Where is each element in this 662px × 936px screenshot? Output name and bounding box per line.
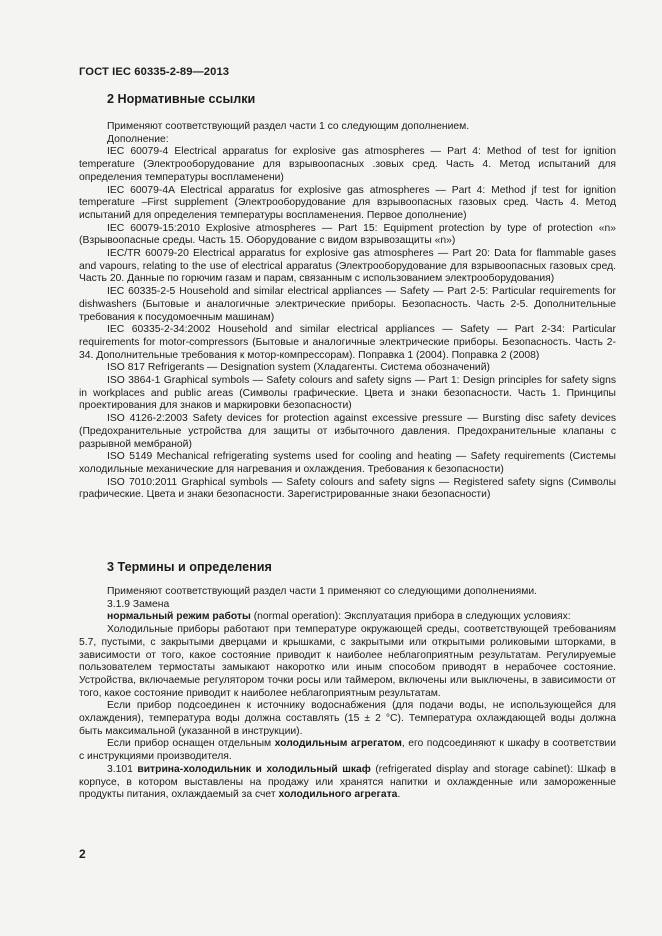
paragraph: Применяют соответствующий раздел части 1 применяют со следующими дополнениями. <box>107 586 538 597</box>
paragraph <box>79 738 616 763</box>
reference-item: IEC 60335-2-34:2002 Household and similar electrical appliances — Safety — Part 2-34: Particular requirements for motor-compressors (Бытовые и аналогичные электрические приборы. Безопасность. Часть 2-34. Дополнительные требования к мотор-компрессорам). Поправка 1 (2004). Поправка 2 (2008) <box>79 324 616 361</box>
clause-number: 3.101 <box>107 763 138 775</box>
clause-number: 3.1.9 Замена <box>107 598 170 610</box>
reference-item: ISO 817 Refrigerants — Designation system (Хладагенты. Система обозначений) <box>107 362 490 374</box>
section-3-title: 3 Термины и определения <box>107 560 272 574</box>
defined-term: нормальный режим работы <box>107 611 251 623</box>
reference-item: ISO 3864-1 Graphical symbols — Safety colours and safety signs — Part 1: Design principles for safety signs in workplaces and public areas (Символы графические. Цвета и знаки безопасности. Часть 1. Принципы проектирования для знаков и маркировки безопасности) <box>79 375 616 412</box>
definition <box>79 764 616 802</box>
page-number: 2 <box>79 847 86 861</box>
paragraph: Дополнение: <box>107 133 169 145</box>
section-2-title: 2 Нормативные ссылки <box>107 92 256 106</box>
paragraph: Если прибор подсоединен к источнику водоснабжения (для подачи воды, не использующейся для охлаждения), температура воды должна составлять (15 ± 2 °С). Температура охлаждающей воды должна быть максимальной (указанной в инструкции). <box>79 700 616 737</box>
definition <box>79 611 616 624</box>
defined-term-ref: холодильного агрегата <box>278 789 398 801</box>
text-run: . <box>397 789 401 801</box>
paragraph: Холодильные приборы работают при температуре окружающей среды, соответствующей требованиям 5.7, пустыми, с закрытыми дверцами и крышками, с закрытыми или открытыми роликовыми шторками, в зависимости от того, какое состояние приводит к наиболее неблагоприятным результатам. Регулируемые пользователем термостаты замыкают накоротко или иным способом приводят в нерабочее состояние. Устройства, включаемые регулятором точки росы или таймером, включены или выключены, в зависимости от того, какое состояние приводит к наиболее неблагоприятным результатам. <box>79 624 616 699</box>
reference-item: ISO 5149 Mechanical refrigerating systems used for cooling and heating — Safety requirements (Системы холодильные механические для нагревания и охлаждения. Требования к безопасности) <box>79 451 616 475</box>
section-3-body <box>79 586 616 802</box>
defined-term: витрина-холодильник и холодильный шкаф <box>137 763 371 775</box>
reference-item: ISO 7010:2011 Graphical symbols — Safety colours and safety signs — Registered safety signs (Символы графические. Цвета и знаки безопасности. Зарегистрированные знаки безопасности) <box>79 476 616 501</box>
document-header: ГОСТ IEC 60335-2-89—2013 <box>79 66 230 78</box>
reference-item: IEC 60079-4 Electrical apparatus for explosive gas atmospheres — Part 4: Method of test for ignition temperature (Электрооборудование для взрывоопасных .зовых сред. Часть 4. Метод испытаний для определения температуры воспламенени) <box>79 146 616 183</box>
reference-item: IEC 60335-2-5 Household and similar electrical appliances — Safety — Part 2-5: Particular requirements for dishwashers (Бытовые и аналогичные электрические приборы. Безопасность. Часть 2-5. Дополнительные требования к посудомоечным машинам) <box>79 286 616 323</box>
reference-item: IEC/TR 60079-20 Electrical apparatus for explosive gas atmospheres — Part 20: Data for flammable gases and vapours, relating to the use of electrical apparatus (Электрооборудование для взрывоопасных газовых сред. Часть 20. Данные по горючим газам и парам, связанным с использованием электрооборудования) <box>79 248 616 285</box>
text-run: , его подсоединяют к шкафу в соответствии с инструкциями производителя. <box>79 738 616 763</box>
text-run: Если прибор оснащен отдельным <box>107 738 275 750</box>
text-run: (refrigerated display and storage cabinet): Шкаф в корпусе, в котором выставлены на продажу или хранятся напитки и охлажденные или замороженные продукты питания, охлаждаемый за счет <box>79 763 617 801</box>
reference-item: IEC 60079-15:2010 Explosive atmospheres — Part 15: Equipment protection by type of protection «n» (Взрывоопасные среды. Часть 15. Оборудование с видом взрывозащиты «n») <box>79 222 616 247</box>
section-2-body <box>79 121 616 502</box>
definition-text: (normal operation): Эксплуатация прибора в следующих условиях: <box>250 611 571 623</box>
defined-term-ref: холодильным агрегатом <box>274 738 402 750</box>
paragraph: Применяют соответствующий раздел части 1 со следующим дополнением. <box>107 121 470 132</box>
reference-item: ISO 4126-2:2003 Safety devices for protection against excessive pressure — Bursting disc safety devices (Предохранительные устройства для защиты от избыточного давления. Предохранительные клапаны с разрывной мембраной) <box>79 413 616 450</box>
reference-item: IEC 60079-4A Electrical apparatus for explosive gas atmospheres — Part 4: Method jf test for ignition temperature –First supplement (Электрооборудование для взрывоопасных газовых сред. Часть 4. Метод испытаний для определения температуры воспламенения. Первое дополнение) <box>79 184 616 221</box>
